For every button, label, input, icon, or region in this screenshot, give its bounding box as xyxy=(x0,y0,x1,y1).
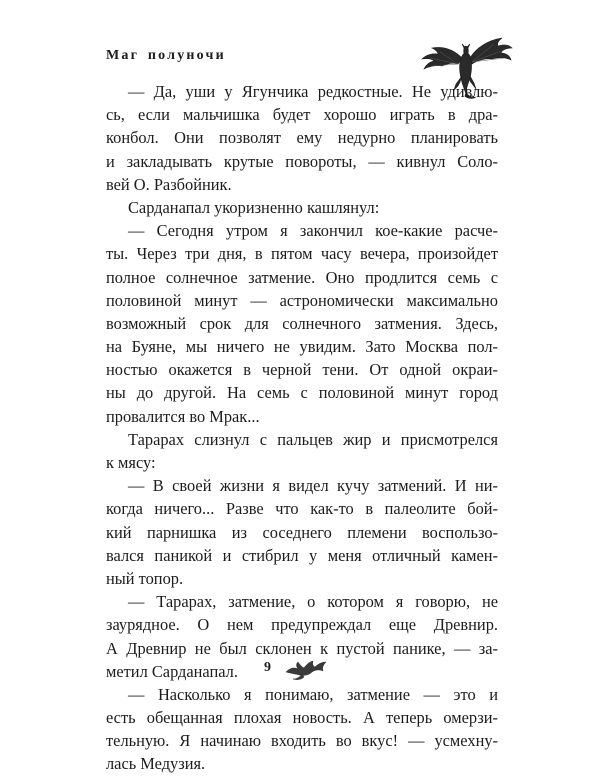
text-line: на Буяне, мы ничего не увидим. Зато Москва пол- xyxy=(106,337,498,357)
text-line: метил Сарданапал. xyxy=(106,661,238,681)
text-line: — Сегодня утром я закончил кое-какие расче- xyxy=(128,221,498,241)
text-line: к мясу: xyxy=(106,453,156,472)
text-line: лась Медузия. xyxy=(106,754,206,774)
text-line: половиной минут — астрономически максимально xyxy=(106,290,498,310)
text-line: когда ничего... Разве что как-то в палеолите бой- xyxy=(106,499,498,519)
text-line: — Насколько я понимаю, затмение — это и xyxy=(128,684,498,704)
page-number: 9 xyxy=(264,660,271,675)
text-line: заурядное. О нем предупреждал еще Древнир. xyxy=(106,615,498,635)
text-line: возможный срок для солнечного затмения. Здесь, xyxy=(106,313,498,333)
text-line: — Да, уши у Ягунчика редкостные. Не удивлю- xyxy=(128,82,498,101)
text-line: ностью окажется в черной тени. От одной окраи- xyxy=(106,360,498,380)
text-line: сь, если мальчишка будет хорошо играть в дра- xyxy=(106,105,498,125)
text-line: кий парнишка из соседнего племени воспользо- xyxy=(106,522,498,542)
text-line: А Древнир не был склонен к пустой панике, — за- xyxy=(106,638,498,658)
text-line: Тарарах слизнул с пальцев жир и присмотрелся xyxy=(128,429,498,449)
text-line: провалится во Мрак... xyxy=(106,406,260,426)
text-line: есть обещанная плохая новость. А теперь омерзи- xyxy=(106,708,498,728)
text-line: конбол. Они позволят ему недурно планировать xyxy=(106,128,498,148)
text-line: ны до другой. На семь с половиной минут город xyxy=(106,383,498,403)
small-bat-icon xyxy=(280,650,330,684)
text-line: — В своей жизни я видел кучу затмений. И ни- xyxy=(128,476,498,496)
running-title: Маг полуночи xyxy=(106,48,226,63)
text-line: вей О. Разбойник. xyxy=(106,174,232,194)
text-line: Сарданапал укоризненно кашлянул: xyxy=(128,197,380,217)
text-line: вался паникой и стибрил у меня отличный камен- xyxy=(106,545,498,565)
text-line: полное солнечное затмение. Оно продлится семь с xyxy=(106,267,498,287)
text-line: ты. Через три дня, в пятом часу вечера, произойдет xyxy=(106,244,498,264)
text-line: тельную. Я начинаю входить во вкус! — усмехну- xyxy=(106,731,498,751)
text-line: ный топор. xyxy=(106,568,184,588)
text-line: и закладывать крутые повороты, — кивнул Соло- xyxy=(106,151,498,171)
text-line: — Тарарах, затмение, о котором я говорю, не xyxy=(128,592,498,612)
